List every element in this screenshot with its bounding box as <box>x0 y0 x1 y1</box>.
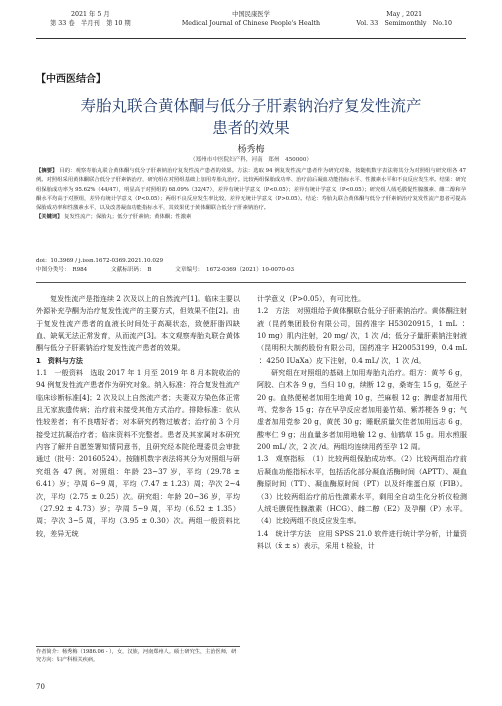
author-footnote: 作者简介：杨秀梅（1986.06 - ），女，汉族，河南郑州人。硕士研究生，主治医师，研究方向：妇产科相关疾病。 <box>36 646 240 665</box>
divider <box>36 282 466 283</box>
page-number: 70 <box>36 683 45 691</box>
indicators-paragraph: 1.3 观察指标 （1）比较两组保胎成功率。（2）比较两组治疗前后凝血功能指标水平，包括活化部分凝血活酶时间（APTT）、凝血酶原时间（TT）、凝血酶原时间（PT）以及纤维蛋白原（FIB）。（3）比较两组治疗前后性激素水平，剩用全自动生化分析仪检测人绒毛膜促性腺激素（HCG）、雌二醇（E2）及孕酮（P）水平。（4）比较两组不良反应发生率。 <box>257 454 467 526</box>
running-header <box>36 10 466 39</box>
clc-number: 中图分类号： R984 <box>36 267 88 274</box>
doi: doi：10.3969 / j.issn.1672-0369.2021.10.029 <box>36 258 164 264</box>
author-name: 杨秀梅 <box>237 145 265 155</box>
abstract <box>36 167 466 223</box>
article-number: 文章编号： 1672-0369（2021）10-0070-03 <box>175 267 295 274</box>
methods-paragraph: 1.2 方法 对照组给予黄体酮联合低分子肝素钠治疗。黄体酮注射液（昆药集团股份有限公司，国药准字 H53020915，1 mL ∶ 10 mg）肌内注射，20 mg/ 次，1 次 /d；低分子量肝素钠注射液（昆明积大制药股份有限公司，国药准字 H20053199，0.4 mL ∶ 4250 IUaXa）皮下注射，0.4 mL/ 次，1 次 /d。 <box>257 306 467 365</box>
abstract-label: 【摘要】 <box>36 168 58 174</box>
article-meta <box>36 257 316 275</box>
document-code: 文献标识码： B <box>111 267 152 274</box>
header-right: May , 2021 Vol. 33 Semimonthly No.10 <box>356 11 452 27</box>
header-center: 中国民康医学 Medical Journal of Chinese People's Health <box>181 11 321 27</box>
comparability-text: 计学意义（P>0.05），有可比性。 <box>257 294 366 303</box>
author-affiliation: （郑州市中医院妇产科，河南 郑州 450000） <box>189 157 313 163</box>
left-column <box>36 293 240 540</box>
statistics-paragraph: 1.4 统计学方法 应用 SPSS 21.0 软件进行统计学分析，计量资料以（x̄ ± s）表示，采用 t 检验，计 <box>257 528 467 550</box>
keywords-label: 【关键词】 <box>36 214 63 221</box>
right-column <box>257 293 467 552</box>
article-title: 寿胎丸联合黄体酮与低分子肝素钠治疗复发性流产 患者的效果 <box>80 97 422 137</box>
section-heading: 1 资料与方法 <box>36 356 83 365</box>
keywords-text: 复发性流产；保胎丸；低分子肝素钠；黄体酮；性激素 <box>62 214 192 221</box>
study-group-paragraph: 研究组在对照组的基础上加用寿胎丸治疗。组方：黄芩 6 g，阿胶、白术各 9 g，当归 10 g，续断 12 g，桑寄生 15 g，菟丝子 20 g。血热便秘者加用生地黄 10 g，苎麻根 12 g；脾虚者加用代芎、党参各 15 g；存在早孕反应者加用姜竹茹、紫苏梗各 9 g；气虚者加用党参 20 g，黄芪 30 g；睡眠质量欠佳者加用远志 6 g，酸枣仁 9 g；出血量多者加用地榆 12 g、仙鹤草 15 g。用水煎服 200 mL/ 次，2 次 /d。两组均连续用药至孕 12 周。 <box>257 368 467 452</box>
abstract-text: 目的：观察寿胎丸联合黄体酮与低分子肝素钠治疗复发性流产患者的效果。方法：选取 94 例复发性流产患者作为研究对象，按随机数字表法将其分为对照组与研究组各 47 例。对照组采用黄体酮联合低分子肝素钠治疗，研究组在对照组基础上加用寿胎丸治疗。比较两组保胎成功率、治疗前后凝血功能指标水平、性激素水平和不良反应发生率。结果：研究组保胎成功率为 95.62%（44/47），明显高于对照组的 68.09%（32/47），差异有统计学意义（P<0.05）；差异有统计学意义（P<0.05）；研究组人绒毛膜促性腺激素、雌二醇和孕酮水平均高于对照组，差异有统计学意义（P<0.05）；两组不良反应发生率比较，差异无统计学意义（P>0.05）。结论：寿胎丸联合黄体酮与低分子肝素钠治疗复发性流产患者可提高保胎成功率和性激素水平，以及改善凝血功能指标水平，其效果优于黄体酮联合低分子肝素钠治疗。 <box>36 168 466 212</box>
section-tag: 【中西医结合】 <box>36 74 106 85</box>
header-left: 2021 年 5 月 第 33 卷 半月刊 第 10 期 <box>50 11 131 27</box>
intro-paragraph: 复发性流产是指连续 2 次及以上的自然流产[1]。临床主要以外源补充孕酮为治疗复发性流产的主要方式，但效果不佳[2]。由于复发性流产患者的血液长时间处于高凝状态，致使肝脂四缺血、缺氧无法正常发育，从而流产[3]。本文观察寿胎丸联合黄体酮与低分子肝素钠治疗复发性流产患者的效果。 <box>36 294 240 353</box>
general-data-paragraph: 1.1 一般资料 选取 2017 年 1 月至 2019 年 8 月本院收治的 94 例复发性流产患者作为研究对象。纳入标准：符合复发性流产临床诊断标准[4]；2 次及以上自然流产者；夫妻双方染色体正常且无家族遗传病；治疗前未接受其他方式治疗。排除标准：依从性较差者；有不良嗜好者；对本研究药物过敏者；治疗前 3 个月接受过抗凝治疗者；临床资料不完整者。患者及其家属对本研究内容了解并自愿签署知情同意书，且研究经本院伦理委员会审批通过（批号：20160524）。按随机数字表法将其分为对照组与研究组各 47 例。对照组：年龄 23~37 岁，平均（29.78 ± 6.41）岁；孕周 6~9 周，平均（7.47 ± 1.23）周；孕次 2~4 次，平均（2.75 ± 0.25）次。研究组：年龄 20~36 岁，平均（27.92 ± 4.73）岁；孕周 5~9 周，平均（6.52 ± 1.35）周；孕次 3~5 周，平均（3.95 ± 0.30）次。两组一般资料比较，差异无统 <box>36 368 240 538</box>
